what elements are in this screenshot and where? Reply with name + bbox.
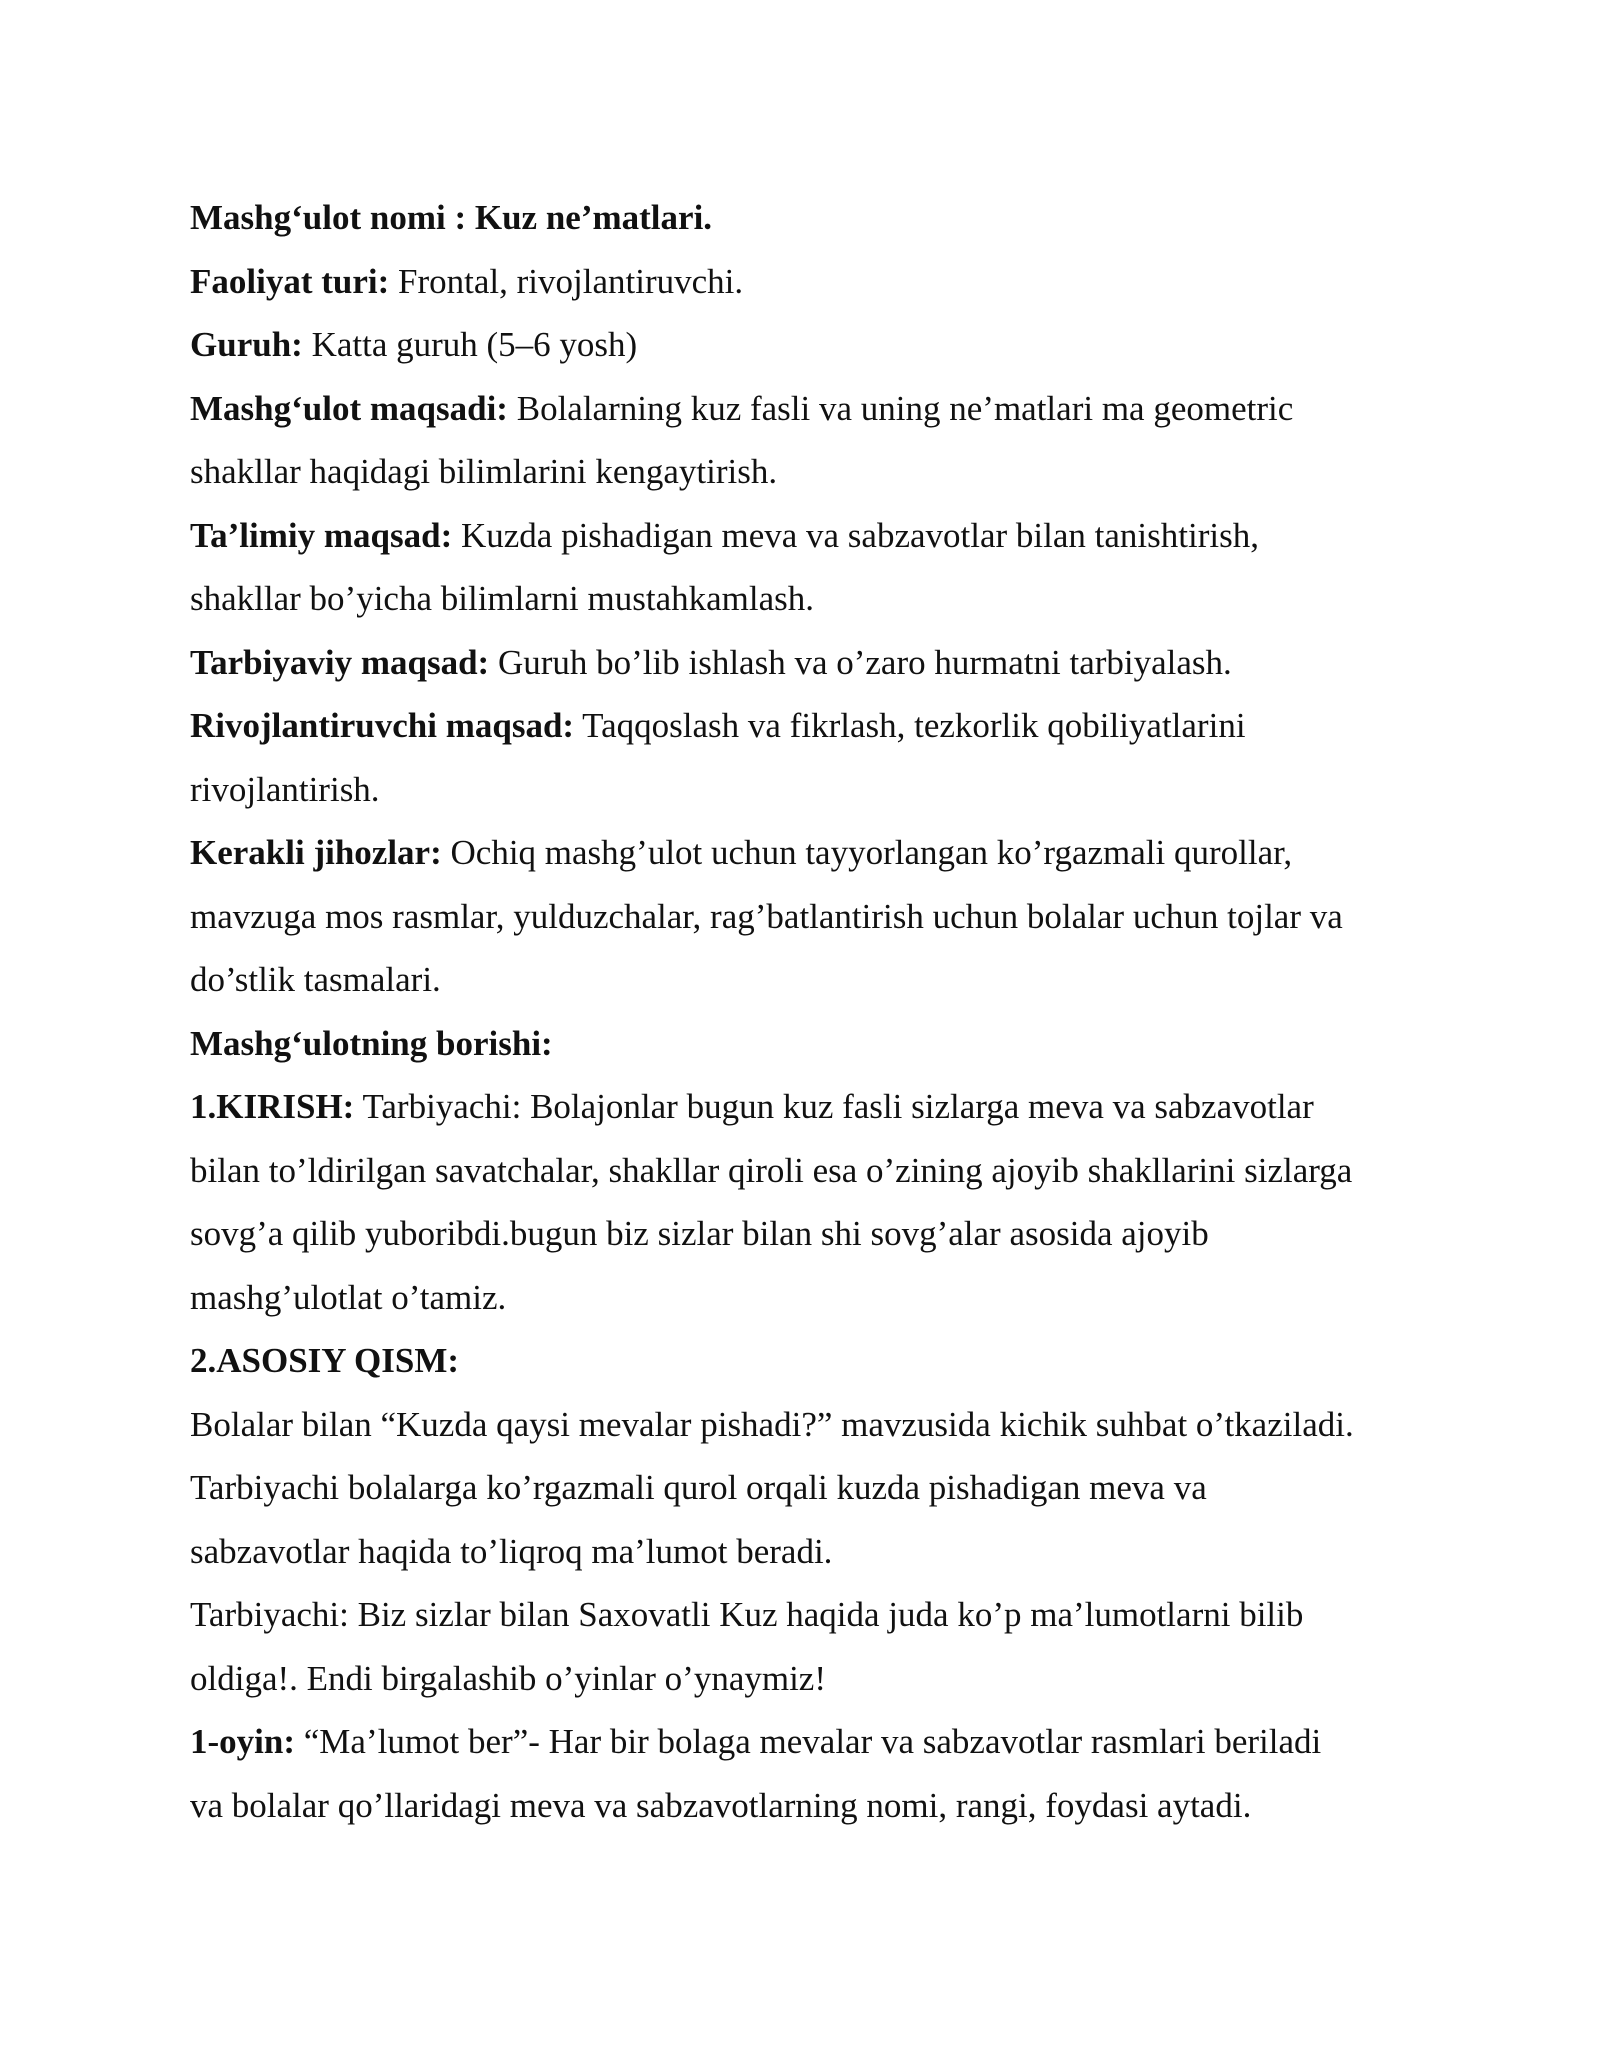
doc-line-bold: 2.ASOSIY QISM: <box>190 1341 460 1380</box>
doc-line-text: Taqqoslash va fikrlash, tezkorlik qobiliyatlarini <box>574 706 1246 745</box>
doc-line-text: Bolalarning kuz fasli va uning ne’matlari ma geometric <box>507 388 1294 428</box>
doc-line-activity-type <box>190 250 1430 314</box>
doc-line-equipment-cont-2 <box>190 948 1430 1012</box>
doc-line-text: Frontal, rivojlantiruvchi. <box>389 261 744 301</box>
doc-line-text: bilan to’ldirilgan savatchalar, shakllar qiroli esa o’zining ajoyib shakllarini sizlarga <box>190 1150 1353 1190</box>
doc-line-equipment <box>190 821 1430 885</box>
doc-line-intro-cont-3 <box>190 1266 1430 1330</box>
doc-line-bold: 1.KIRISH: <box>190 1087 355 1126</box>
doc-line-text: va bolalar qo’llaridagi meva va sabzavotlarning nomi, rangi, foydasi aytadi. <box>190 1785 1252 1825</box>
doc-line-text: rivojlantirish. <box>190 769 380 809</box>
doc-line-intro <box>190 1075 1430 1139</box>
doc-line-game-1 <box>190 1710 1430 1774</box>
doc-line-title <box>190 186 1430 250</box>
doc-line-upbringing-goal <box>190 631 1430 695</box>
doc-line-text: Katta guruh (5–6 yosh) <box>302 325 638 364</box>
doc-line-bold: Mashg‘ulot nomi : Kuz ne’matlari. <box>190 198 713 237</box>
doc-line-group <box>190 313 1430 377</box>
document-page <box>190 186 1430 1837</box>
doc-line-intro-cont-1 <box>190 1139 1430 1203</box>
doc-line-text: shakllar bo’yicha bilimlarni mustahkamlash. <box>190 579 815 618</box>
doc-line-bold: Tarbiyaviy maqsad: <box>190 642 490 682</box>
doc-line-bold: Guruh: <box>190 325 303 364</box>
doc-line-main-part-1 <box>190 1393 1430 1457</box>
doc-line-main-part-4 <box>190 1583 1430 1647</box>
doc-line-bold: Mashg‘ulotning borishi: <box>190 1023 553 1063</box>
doc-line-bold: 1-oyin: <box>190 1722 295 1761</box>
doc-line-text: mashg’ulotlat o’tamiz. <box>190 1277 507 1317</box>
doc-line-text: mavzuga mos rasmlar, yulduzchalar, rag’batlantirish uchun bolalar uchun tojlar va <box>190 896 1343 936</box>
doc-line-procedure-heading <box>190 1012 1430 1076</box>
doc-line-goal-cont <box>190 440 1430 504</box>
doc-line-main-part-heading <box>190 1329 1430 1393</box>
doc-line-text: Bolalar bilan “Kuzda qaysi mevalar pishadi?” mavzusida kichik suhbat o’tkaziladi. <box>190 1404 1354 1444</box>
doc-line-game-1-cont <box>190 1774 1430 1838</box>
doc-line-text: sabzavotlar haqida to’liqroq ma’lumot beradi. <box>190 1531 833 1571</box>
doc-line-text: shakllar haqidagi bilimlarini kengaytirish. <box>190 452 778 491</box>
doc-line-bold: Mashg‘ulot maqsadi: <box>190 388 508 428</box>
doc-line-text: Kuzda pishadigan meva va sabzavotlar bilan tanishtirish, <box>452 515 1259 555</box>
doc-line-educational-goal-cont <box>190 567 1430 631</box>
doc-line-equipment-cont-1 <box>190 885 1430 949</box>
doc-line-main-part-2 <box>190 1456 1430 1520</box>
doc-line-intro-cont-2 <box>190 1202 1430 1266</box>
doc-line-text: Tarbiyachi: Bolajonlar bugun kuz fasli sizlarga meva va sabzavotlar <box>354 1087 1314 1126</box>
doc-line-main-part-3 <box>190 1520 1430 1584</box>
doc-line-text: oldiga!. Endi birgalashib o’yinlar o’ynaymiz! <box>190 1658 826 1698</box>
doc-line-bold: Ta’limiy maqsad: <box>190 515 453 555</box>
doc-line-developmental-goal-cont <box>190 758 1430 822</box>
doc-line-goal <box>190 377 1430 441</box>
doc-line-text: do’stlik tasmalari. <box>190 960 441 999</box>
doc-line-text: sovg’a qilib yuboribdi.bugun biz sizlar bilan shi sovg’alar asosida ajoyib <box>190 1214 1209 1253</box>
doc-line-text: Tarbiyachi bolalarga ko’rgazmali qurol orqali kuzda pishadigan meva va <box>190 1468 1207 1507</box>
doc-line-bold: Faoliyat turi: <box>190 261 390 301</box>
doc-line-developmental-goal <box>190 694 1430 758</box>
doc-line-text: Tarbiyachi: Biz sizlar bilan Saxovatli Kuz haqida juda ko’p ma’lumotlarni bilib <box>190 1595 1304 1634</box>
doc-line-educational-goal <box>190 504 1430 568</box>
doc-line-text: “Ma’lumot ber”- Har bir bolaga mevalar va sabzavotlar rasmlari beriladi <box>295 1722 1322 1761</box>
doc-line-bold: Rivojlantiruvchi maqsad: <box>190 706 575 745</box>
doc-line-main-part-5 <box>190 1647 1430 1711</box>
doc-line-text: Guruh bo’lib ishlash va o’zaro hurmatni tarbiyalash. <box>489 642 1232 682</box>
doc-line-text: Ochiq mashg’ulot uchun tayyorlangan ko’rgazmali qurollar, <box>441 833 1293 872</box>
doc-line-bold: Kerakli jihozlar: <box>190 833 442 872</box>
